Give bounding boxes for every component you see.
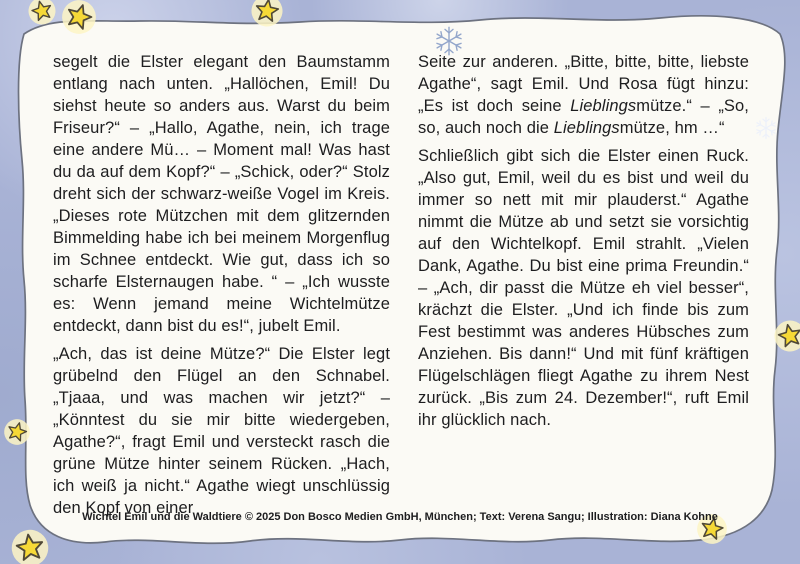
- text-run: mütze, hm …“: [619, 119, 725, 137]
- story-paragraph: „Ach, das ist deine Mütze?“ Die Elster legt grübelnd den Flügel an den Schnabel. „Tjaaa, und was machen wir jetzt?“ – „Könntest du sie mir bitte wiedergeben, Agathe?“, fragt Emil und versteckt rasch die grüne Mütze hinter seinem Rücken. „Hach, ich weiß ja nicht.“ Agathe wiegt unschlüssig den Kopf von einer: [53, 345, 390, 517]
- text-run: Seite zur anderen. „Bitte, bitte, bitte, liebste Agathe“, sagt Emil. Und Rosa fügt hinzu: „Es ist doch seine: [418, 53, 749, 115]
- star-icon: [9, 527, 50, 564]
- credit-line: Wichtel Emil und die Waldtiere © 2025 Don Bosco Medien GmbH, München; Text: Verena Sangu; Illustration: Diana Kohne: [82, 511, 718, 523]
- story-paragraph: segelt die Elster elegant den Baumstamm entlang nach unten. „Hallöchen, Emil! Du siehst heute so anders aus. Warst du beim Friseur?“ – „Hallo, Agathe, nein, ich trage eine andere Mü… – Moment mal! Was hast du da auf dem Kopf?“ – „Schick, oder?“ Stolz dreht sich der schwarz-weiße Vogel im Kreis. „Dieses rote Mützchen mit dem glitzernden Bimmelding habe ich bei meinem Morgenflug im Schnee entdeckt. Wie gut, dass ich so scharfe Elsternaugen habe. “ – „Ich wusste es: Wenn jemand meine Wichtelmütze entdeckt, dann bist du es!“, jubelt Emil.: [53, 53, 390, 335]
- story-paragraph: [418, 51, 749, 139]
- italic-text: Lieblings: [570, 97, 637, 115]
- text-column-right: [418, 51, 749, 437]
- story-paragraph: Schließlich gibt sich die Elster einen Ruck. „Also gut, Emil, weil du es bist und weil du immer so nett mit mir plauderst.“ Agathe nimmt die Mütze ab und setzt sie vorsichtig auf den Wichtelkopf. Emil strahlt. „Vielen Dank, Agathe. Du bist eine prima Freundin.“ – „Ach, dir passt die Mütze eh viel besser“, krächzt die Elster. „Und ich finde bis zum Fest bestimmt was anderes Hübsches zum Anziehen. Bis dann!“ Und mit fünf kräftigen Flügelschlägen fliegt Agathe zu ihrem Nest zurück. „Bis zum 24. Dezember!“, ruft Emil ihr glücklich nach.: [418, 147, 749, 429]
- text-run: mütze.“ – „So, so, auch noch die: [418, 97, 749, 137]
- text-column-left: [53, 51, 390, 525]
- italic-text: Lieblings: [553, 119, 620, 137]
